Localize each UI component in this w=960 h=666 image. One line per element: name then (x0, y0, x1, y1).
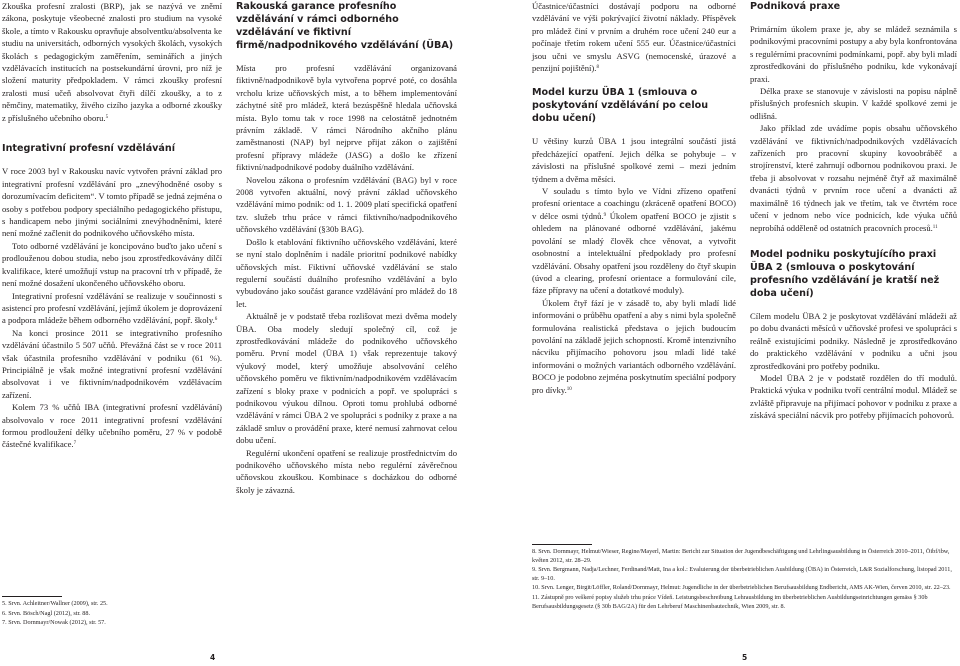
right-page-column-1 (532, 0, 736, 396)
footnote: 5. Srvn. Achleitner/Wallner (2009), str. 25. (2, 600, 108, 607)
right-footnotes (532, 548, 957, 612)
paragraph: Jako příklad zde uvádíme popis obsahu učňovského vzdělávání ve fiktivních/nadpodnikových vzdělávacích zařízeních pro pracovní skupiny kovoobráběč a strojírenství, které zahrnují odbornou podnikovou praxi. Je třeba ji absolvovat v rozsahu nejméně čtyř až maximálně dvanácti týdnů v prvním roce učení a dvanácti až maximálně 16 týdnech jak ve třetím, tak ve čtvrtém roce učení v jednom nebo více podnicích, kde výuka učňů neprobíhá odděleně od ostatních pracovních procesů.$^{11}$ (750, 123, 957, 233)
footnote-ref: 11 (932, 224, 938, 230)
section-heading: Integrativní profesní vzdělávání (2, 143, 176, 155)
footnote-divider (532, 544, 592, 545)
paragraph: Toto odborné vzdělávání je koncipováno buďto jako učení s prodlouženou dobou studia, nebo jsou zprostředkovávány dílčí kvalifikace, které umožňují vstup na pracovní trh v případě, že není možné dosažení ukončeného učňovského oboru. (2, 240, 222, 289)
paragraph: Úkolem čtyř fází je v zásadě to, aby byli mladí lidé informováni o průběhu opatření a aby s nimi byla společně formulována realistická představa o jejich budoucím povolání na základě jejich schopností. Kromě intenzivního nácviku přijímacího pohovoru jsou mladí lidé také informováni o možných variantách odborného vzdělávání. BOCO je podobno zejména poskytnutím speciální podpory pro dívky.$^{10}$ (532, 297, 736, 395)
footnote-ref: 5 (105, 114, 109, 120)
footnote-ref: 9 (603, 212, 607, 218)
paragraph: Na konci prosince 2011 se integrativního profesního vzdělávání účastnilo 5 507 učňů. Převážná část se v roce 2011 však účastnila profesního vzdělávání v podniku (61 %). Principiálně je však možné integrativní profesní vzdělávání absolvovat i ve fiktivním/nadpodnikovém vzdělávacím zařízení. (2, 327, 222, 400)
paragraph: Integrativní profesní vzdělávání se realizuje v součinnosti s asistencí pro profesní vzdělávání, jejímž úkolem je doprovázení a podpora mládeže během odborného vzdělávání, popř. školy.$^6$ (2, 290, 222, 326)
paragraph: Zkouška profesní zralosti (BRP), jak se nazývá ve zněmí zákona, poskytuje všeobecné znalosti pro studium na vysoké škole, a tímto v Rakousku opravňuje absolventku/absolventa ke studiu na universitách, odborných vysokých školách, vysokých školách s pedagogickým zaměřením, seminářích a jiných vzdělávacích institucích na postsekundární úrovni, pro níž je složení maturity předpokladem. V rámci zkoušky profesní zralosti musí učeň absolvovat čtyři dílčí zkoušky, a to z němčiny, matematiky, živého cizího jazyka a odborné zkoušky z příslušného učebního oboru.$^5$ (2, 1, 222, 123)
section-heading: Podniková praxe (750, 1, 841, 12)
paragraph: V souladu s tímto bylo ve Vídni zřízeno opatření profesní orientace a coachingu (zkráceně opatření BOCO) v délce osmi týdnů.$^9$ Úkolem opatření BOCO je zjistit s ohledem na plánované odborné vzdělávání, jakému povolání se mladý člověk chce věnovat, a vytvořit osobnostní a intelektuální předpoklady pro profesní vzdělávání. Obsahy opatření jsou rozděleny do čtyř skupin (úvod a clearing, profesní orientace a formulování cíle, fáze přípravy na učení a dotatkové moduly). (532, 186, 737, 296)
footnote: 9. Srvn. Bergmann, Nadja/Lechner, Ferdinand/Matt, Ina a kol.: Evaluierung der überbetrieblichen Ausbildung (ÜBA) in Österreich, L&R Sozialforschung, listopad 2011, str. 9–10. (532, 566, 952, 582)
paragraph: Aktuálně je v podstatě třeba rozlišovat mezi dvěma modely ÜBA. Oba modely sledují společný cíl, což je zprostředkovávání mládeže do podnikového učňovského poměru. První model (ÜBA 1) však reprezentuje takový výukový model, který umožňuje absolvování celého učňovského poměru ve fiktivním/nadpodnikovém vzdělávacím zařízení s bloky praxe v podnicích a popř. ve spolupráci s podnikovou výukou dílnou. Oproti tomu prohlubá odborné vzdělávání v rámci ÜBA 2 ve spolupráci s podniky z praxe a na základě smluv o provádění praxe, které nemusí zahrnovat celou dobu učení. (236, 311, 457, 446)
left-page-column-1 (2, 0, 222, 451)
footnote-ref: 6 (214, 317, 218, 323)
paragraph: Účastnice/účastníci dostávají podporu na odborné vzdělávání ve výši pokrývající životní náklady. Příspěvek pro mládež činí v prvním a druhém roce učení 240 eur a počínaje třetím rokem učení 555 eur. Účastnice/účastníci jsou učni ve smyslu ASVG (nemocenské, úrazové a penzijní pojištění).$^8$ (532, 1, 736, 74)
paragraph: Primárním úkolem praxe je, aby se mládež seznámila s podnikovými pracovními postupy a aby byla konfrontována s regulérními pracovními podmínkami, popř. aby byli mladí zprostředkováni do příslušného podniku, kde vykonávají praxi. (750, 24, 957, 84)
paragraph: Došlo k etablování fiktivního učňovského vzdělávání, které se nyní stalo doplněním i nadále prioritní podnikové nabídky učňovských míst. Fiktivní učňovské vzdělávání se stalo regulerní součástí duálního profesního vzdělávání a bylo vybudováno jako součást garance vzdělávání pro mládež do 18 let. (236, 236, 457, 309)
section-heading: Rakouská garance profesního vzdělávání v rámci odborného vzdělávání ve fiktivní firmě/nadpodnikového vzdělávání (ÜBA) (236, 1, 454, 51)
page-number: 4 (210, 653, 216, 662)
paragraph: Místa pro profesní vzdělávání organizovaná fiktivně/nadpodnikově byla vytvořena poprvé poté, co dosáhla vrcholu krize učňovských míst, a to během implementování záchytné sítě pro mládež, která bezúspěšně hledala učňovská místa. Bylo tomu tak v roce 1998 na celostátně jednotném právním základě. V rámci Národního akčního plánu zaměstnanosti (NAP) byl nejprve přijat zákon o zajištění profesní přípravy mládeže (JASG) a došlo ke zřízení fiktivní/nadpodnikové podoby duálního vzdělávání. (236, 63, 457, 173)
right-page-column-2 (750, 0, 957, 422)
left-page-column-2 (236, 0, 457, 496)
page-number: 5 (742, 653, 748, 662)
paragraph: Novelou zákona o profesním vzdělávání (BAG) byl v roce 2008 vytvořen aktuální, nový právní základ učňovského vzdělávání mimo podnik: od 1. 1. 2009 platí specifická opatření tzv. služeb trhu práce v rámci fiktivního/nadpodnikového učňovského vzdělávání (§30b BAG). (236, 174, 457, 235)
paragraph: Délka praxe se stanovuje v závislosti na popisu náplně příslušných profesních skupin. V každé spolkové zemi je odlišná. (750, 86, 957, 121)
paragraph: Regulérní ukončení opatření se realizuje prostřednictvím do podnikového učňovského místa nebo regulérní závěrečnou učňovskou zkouškou. Kombinace s docházkou do odborné školy je závazná. (236, 447, 457, 495)
footnote: 8. Srvn. Dornmayr, Helmut/Wieser, Regine/Mayerl, Martin: Bericht zur Situation der Jugendbeschäftigung und Lehrlingsausbildung in Österreich 2010–2011, Öibf/ibw, květen 2012, str. 28–29. (532, 548, 950, 564)
paragraph: Kolem 73 % učňů IBA (integrativní profesní vzdělávání) absolvovalo v roce 2011 integrativní profesní vzdělávání formou prodloužení délky učebního poměru, 27 % v podobě částečné kvalifikace.$^7$ (2, 402, 222, 450)
section-heading: Model kurzu ÜBA 1 (smlouva o poskytování vzdělávání po celou dobu učení) (532, 87, 709, 125)
paragraph: V roce 2003 byl v Rakousku navíc vytvořen právní základ pro integrativní profesní vzdělávání pro „znevýhodněné osoby s dorozumívacím deficitem“. V tomto případě se jedná zejména o osoby s potřebou podpory speciálního pedagogického přístupu, s handicapem nebo jinými sociálními znevýhodněními, které není možné začlenit do podnikového učňovského místa. (2, 166, 222, 239)
footnote: 6. Srvn. Bösch/Nagl (2012), str. 88. (2, 609, 90, 617)
paragraph: Cílem modelu ÜBA 2 je poskytovat vzdělávání mládeži až po dobu dvanácti měsíců v učňovské profesi ve spolupráci s reálně existujícími podniky. Následně je zprostředkováno do praktického vzdělávání v podniku a učni jsou zprostředkováni pro potřeby podniku. (750, 310, 957, 371)
footnote-ref: 10 (566, 386, 572, 392)
footnote: 7. Srvn. Dornmayr/Nowak (2012), str. 57. (2, 619, 106, 627)
footnote-ref: 8 (596, 65, 599, 71)
paragraph: Model ÜBA 2 je v podstatě rozdělen do tří modulů. Praktická výuka v podniku tvoří centrální modul. Mládež se zvláště připravuje na přijímací pohovor v podniku z praxe a získává speciální nácvik pro potřeby přijímacích pohovorů. (750, 372, 957, 421)
paragraph: U většiny kurzů ÜBA 1 jsou integrální součástí jistá předcházející opatření. Jejich délka se pohybuje – v závislosti na příslušné spolkové zemi – mezi jedním týdnem a dvěma měsíci. (532, 136, 736, 184)
footnote-divider (2, 596, 62, 597)
left-footnotes (2, 600, 222, 629)
section-heading: Model podniku poskytujícího praxi ÜBA 2 (smlouva o poskytování profesního vzdělávání je kratší než doba učení) (750, 248, 940, 299)
footnote-ref: 7 (73, 441, 77, 447)
footnote: 10. Srvn. Lenger, Birgit/Löffler, Roland/Dornmayr, Helmut: Jugendliche in der überbetrieblichen Berufsausbildung Endbericht, AMS AK-Wien, červen 2010, str. 22–23. (532, 584, 951, 592)
footnote: 11. Zástupně pro veškeré popisy služeb trhu práce Vídeň. Leistungsbeschreibung Lehrausbildung im überbetrieblichen Ausbildungseinrichtungen gemäss § 30b Berufsausbildungsgesetz (§ 30b BAG/2A) für den Lehrberuf Maschinenbautechnik, Wien 2009, str. 8. (532, 593, 928, 610)
